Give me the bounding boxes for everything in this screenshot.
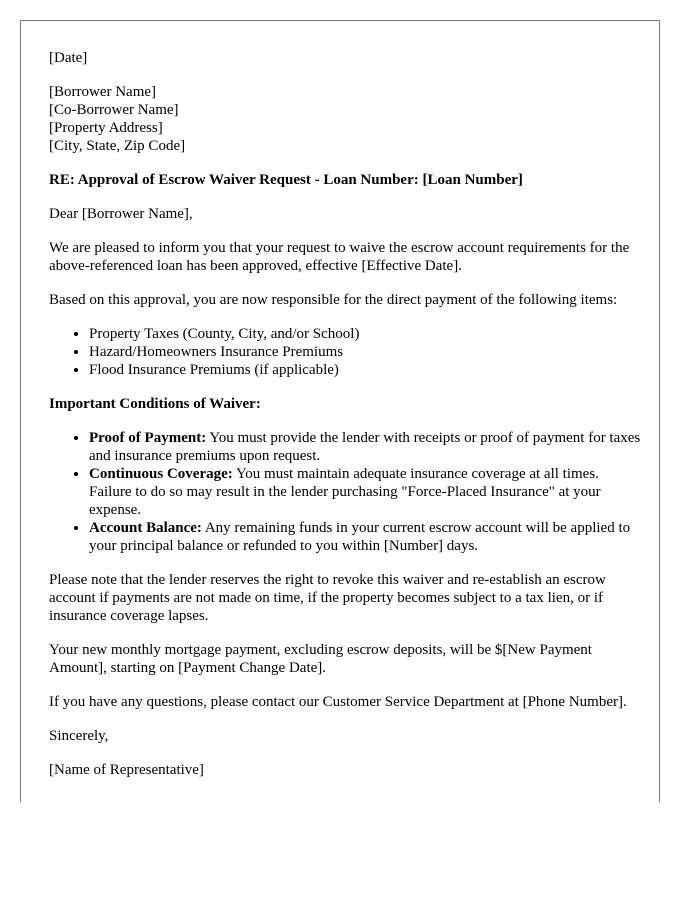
list-item: • Hazard/Homeowners Insurance Premiums xyxy=(89,343,641,361)
condition-text: You must maintain adequate insurance coverage at all times. Failure to do so may result in the lender purchasing "Force-Placed Insurance" at your expense. xyxy=(89,466,601,518)
condition-item xyxy=(89,429,641,465)
city-state-zip: [City, State, Zip Code] xyxy=(49,138,186,154)
condition-lead: Continuous Coverage: xyxy=(89,466,233,482)
payment-paragraph: Your new monthly mortgage payment, excluding escrow deposits, will be $[New Payment Amount], starting on [Payment Change Date]. xyxy=(49,642,592,676)
salutation: Dear [Borrower Name], xyxy=(49,206,193,222)
borrower-name: [Borrower Name] xyxy=(49,84,157,100)
recipient-address-block xyxy=(49,83,641,155)
condition-text: Any remaining funds in your current escrow account will be applied to your principal balance or refunded to you within [Number] days. xyxy=(89,520,631,554)
contact-paragraph: If you have any questions, please contact our Customer Service Department at [Phone Number]. xyxy=(49,694,627,710)
condition-text: You must provide the lender with receipts or proof of payment for taxes and insurance premiums upon request. xyxy=(89,430,641,464)
list-item: • Flood Insurance Premiums (if applicable) xyxy=(89,361,641,379)
closing: Sincerely, xyxy=(49,728,109,744)
property-address: [Property Address] xyxy=(49,120,163,136)
letter-body xyxy=(49,49,641,795)
intro-paragraph: We are pleased to inform you that your request to waive the escrow account requirements for the above-referenced loan has been approved, effective [Effective Date]. xyxy=(49,240,630,274)
condition-item xyxy=(89,465,641,519)
condition-lead: Account Balance: xyxy=(89,520,202,536)
letter-date: [Date] xyxy=(49,50,88,66)
responsibility-paragraph: Based on this approval, you are now responsible for the direct payment of the following items: xyxy=(49,292,618,308)
condition-item xyxy=(89,519,641,555)
conditions-heading: Important Conditions of Waiver: xyxy=(49,396,261,412)
subject-line: RE: Approval of Escrow Waiver Request - Loan Number: [Loan Number] xyxy=(49,172,523,188)
condition-lead: Proof of Payment: xyxy=(89,430,207,446)
co-borrower-name: [Co-Borrower Name] xyxy=(49,102,179,118)
conditions-list xyxy=(49,429,641,555)
revoke-paragraph: Please note that the lender reserves the right to revoke this waiver and re-establish an escrow account if payments are not made on time, if the property becomes subject to a tax lien, or if insurance coverage lapses. xyxy=(49,572,606,624)
signature-name: [Name of Representative] xyxy=(49,762,204,778)
letter-page xyxy=(20,20,660,802)
list-item: • Property Taxes (County, City, and/or School) xyxy=(89,325,641,343)
payment-items-list xyxy=(49,325,641,379)
